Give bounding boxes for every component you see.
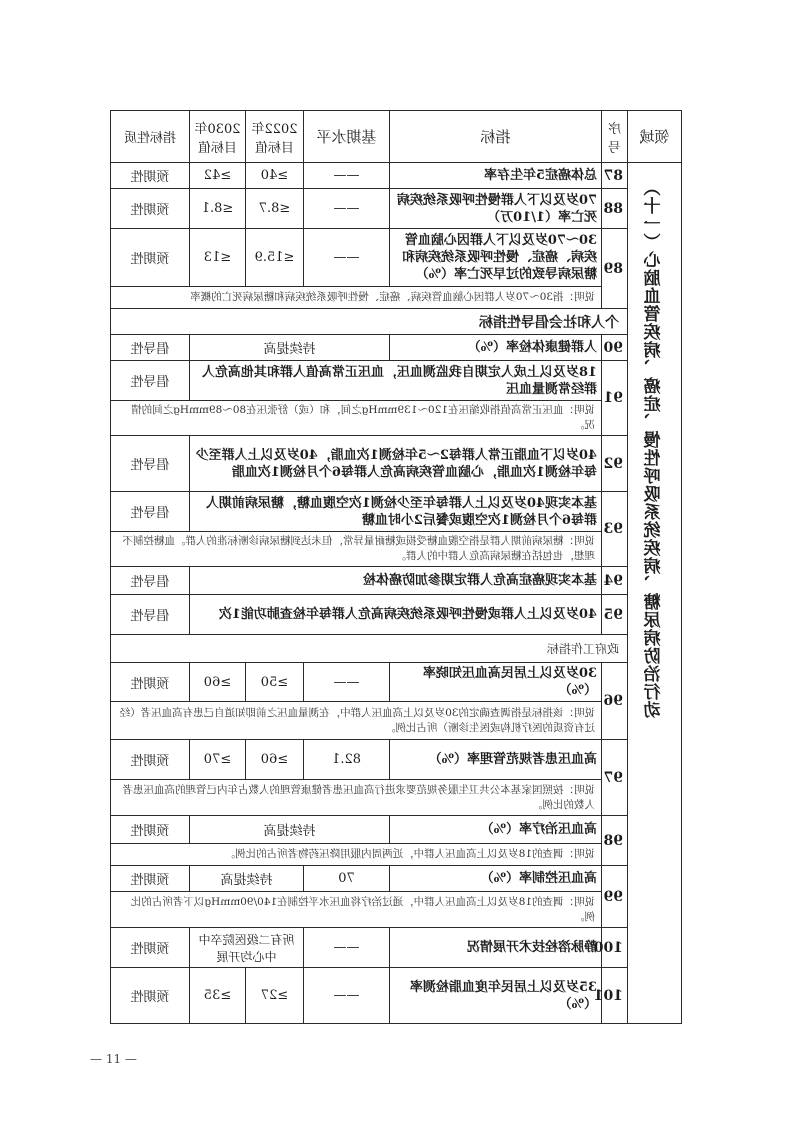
note-row xyxy=(111,844,682,866)
note-row xyxy=(111,532,682,567)
indicator-text: 30～70岁及以下人群因心脑血管疾病、癌症、慢性呼吸系统疾病和糖尿病导致的过早死亡率（%） xyxy=(390,229,602,287)
target-2030-value: ≤8.1 xyxy=(190,189,246,229)
note-text: 说明：该指标是指调查确定的30岁及以上高血压人群中，在测量血压之前即知道自己患有高血压者（经过有资质的医疗机构或医生诊断）所占比例。 xyxy=(111,702,602,740)
target-2022-value: ≤15.9 xyxy=(246,229,304,287)
target-2022-value: ≥27 xyxy=(246,968,304,1024)
row-number: 95 xyxy=(602,595,628,635)
header-indicator: 指标 xyxy=(390,111,602,163)
section-heading-government: 政府工作指标 xyxy=(111,635,628,663)
row-number: 100 xyxy=(602,928,628,968)
nature-value: 预期性 xyxy=(111,163,190,189)
indicator-text: 人群健康体检率（%） xyxy=(390,335,602,361)
indicator-text: 静脉溶栓技术开展情况 xyxy=(390,928,602,968)
nature-value: 预期性 xyxy=(111,189,190,229)
indicator-text: 40岁以下血脂正常人群每2～5年检测1次血脂，40岁及以上人群至少每年检测1次血脂，心脑血管疾病高危人群每6个月检测1次血脂 xyxy=(190,436,602,492)
row-number: 89 xyxy=(602,229,628,309)
indicator-text: 基本实现40岁及以上人群每年至少检测1次空腹血糖，糖尿病前期人群每6个月检测1次空腹或餐后2小时血糖 xyxy=(190,492,602,532)
domain-cell xyxy=(628,163,682,1024)
indicator-text: 总体癌症5年生存率 xyxy=(390,163,602,189)
table-row xyxy=(111,189,682,229)
row-number: 91 xyxy=(602,361,628,436)
row-number: 90 xyxy=(602,335,628,361)
table-row xyxy=(111,492,682,532)
table-row xyxy=(111,968,682,1024)
baseline-value: 82.1 xyxy=(304,740,390,780)
nature-value: 预期性 xyxy=(111,816,190,844)
table-row xyxy=(111,361,682,401)
target-2022-value: ≥40 xyxy=(246,163,304,189)
note-text: 说明：指30～70岁人群因心脑血管疾病、癌症、慢性呼吸系统疾病和糖尿病死亡的概率 xyxy=(111,287,602,309)
table-row xyxy=(111,163,682,189)
indicator-text: 40岁及以上人群或慢性呼吸系统疾病高危人群每年检查肺功能1次 xyxy=(190,595,602,635)
target-2030-value: ≥70 xyxy=(190,740,246,780)
indicator-text: 高血压治疗率（%） xyxy=(390,816,602,844)
baseline-value: —— xyxy=(304,663,390,702)
nature-value: 倡导性 xyxy=(111,595,190,635)
indicator-table xyxy=(110,110,682,1024)
note-row xyxy=(111,892,682,928)
header-target-2022: 2022年目标值 xyxy=(246,111,304,163)
nature-value: 倡导性 xyxy=(111,335,190,361)
nature-value: 倡导性 xyxy=(111,361,190,401)
indicator-text: 基本实现癌症高危人群定期参加防癌体检 xyxy=(190,567,602,595)
row-number: 93 xyxy=(602,492,628,567)
header-domain: 领域 xyxy=(628,111,682,163)
row-number: 101 xyxy=(602,968,628,1024)
indicator-text: 35岁及以上居民年度血脂检测率（%） xyxy=(390,968,602,1024)
merged-value: 持续提高 xyxy=(190,335,390,361)
table-row xyxy=(111,740,682,780)
table-row xyxy=(111,229,682,287)
note-row xyxy=(111,401,682,436)
nature-value: 倡导性 xyxy=(111,436,190,492)
nature-value: 倡导性 xyxy=(111,492,190,532)
header-nature: 指标性质 xyxy=(111,111,190,163)
target-2030-value: ≥60 xyxy=(190,663,246,702)
table-row xyxy=(111,866,682,892)
nature-value: 预期性 xyxy=(111,866,190,892)
baseline-value: —— xyxy=(304,163,390,189)
target-2030-value: ≤13 xyxy=(190,229,246,287)
row-number: 98 xyxy=(602,816,628,866)
table-row xyxy=(111,663,682,702)
nature-value: 预期性 xyxy=(111,928,190,968)
domain-title: （十一）心脑血管疾病、癌症、慢性呼吸系统疾病、糖尿病防治行动 xyxy=(644,179,665,719)
note-text: 说明：调查的18岁及以上高血压人群中，通过治疗将血压水平控制在140/90mmHg以下者所占的比例。 xyxy=(111,892,602,928)
indicator-text: 高血压患者规范管理率（%） xyxy=(390,740,602,780)
nature-value: 预期性 xyxy=(111,740,190,780)
note-text: 说明：按照国家基本公共卫生服务规范要求进行高血压患者健康管理的人数占年内已管理的高血压患者人数的比例。 xyxy=(111,780,602,816)
table-row xyxy=(111,595,682,635)
indicator-text: 高血压控制率（%） xyxy=(390,866,602,892)
baseline-value: 70 xyxy=(304,866,390,892)
merged-value: 持续提高 xyxy=(190,866,304,892)
row-number: 94 xyxy=(602,567,628,595)
header-target-2030: 2030年目标值 xyxy=(190,111,246,163)
indicator-text: 18岁及以上成人定期自我监测血压，血压正常高值人群和其他高危人群经常测量血压 xyxy=(190,361,602,401)
target-2022-value: ≥50 xyxy=(246,663,304,702)
page-number: — 11 — xyxy=(90,1052,137,1066)
baseline-value: —— xyxy=(304,229,390,287)
nature-value: 倡导性 xyxy=(111,567,190,595)
note-row xyxy=(111,702,682,740)
row-number: 87 xyxy=(602,163,628,189)
baseline-value: —— xyxy=(304,189,390,229)
target-2030-value: ≥42 xyxy=(190,163,246,189)
row-number: 97 xyxy=(602,740,628,816)
nature-value: 预期性 xyxy=(111,663,190,702)
merged-value: 所有二级医院卒中中心均开展 xyxy=(190,928,304,968)
table-row xyxy=(111,928,682,968)
target-2022-value: ≥60 xyxy=(246,740,304,780)
indicator-text: 30岁及以上居民高血压知晓率（%） xyxy=(390,663,602,702)
note-text: 说明：血压正常高值指收缩压在120～139mmHg之间，和（或）舒张压在80～89mmHg之间的情况。 xyxy=(111,401,602,436)
header-baseline: 基期水平 xyxy=(304,111,390,163)
merged-value: 持续提高 xyxy=(190,816,390,844)
note-row xyxy=(111,780,682,816)
note-text: 说明：糖尿病前期人群是指空腹血糖受损或糖耐量异常，但未达到糖尿病诊断标准的人群。血糖控制不理想，也包括在糖尿病高危人群中的人群。 xyxy=(111,532,602,567)
table-row xyxy=(111,567,682,595)
row-number: 92 xyxy=(602,436,628,492)
section-row xyxy=(111,309,682,335)
nature-value: 预期性 xyxy=(111,229,190,287)
baseline-value: —— xyxy=(304,928,390,968)
table-row xyxy=(111,335,682,361)
table-row xyxy=(111,816,682,844)
section-row xyxy=(111,635,682,663)
target-2022-value: ≤8.7 xyxy=(246,189,304,229)
table-row xyxy=(111,436,682,492)
note-row xyxy=(111,287,682,309)
nature-value: 预期性 xyxy=(111,968,190,1024)
row-number: 88 xyxy=(602,189,628,229)
row-number: 96 xyxy=(602,663,628,740)
indicator-text: 70岁及以下人群慢性呼吸系统疾病死亡率（1/10万） xyxy=(390,189,602,229)
target-2030-value: ≥35 xyxy=(190,968,246,1024)
section-heading-personal: 个人和社会倡导性指标 xyxy=(111,309,628,335)
note-text: 说明：调查的18岁及以上高血压人群中，近两周内服用降压药物者所占的比例。 xyxy=(111,844,602,866)
baseline-value: —— xyxy=(304,968,390,1024)
header-row xyxy=(111,111,682,163)
row-number: 99 xyxy=(602,866,628,928)
header-seq: 序号 xyxy=(602,111,628,163)
